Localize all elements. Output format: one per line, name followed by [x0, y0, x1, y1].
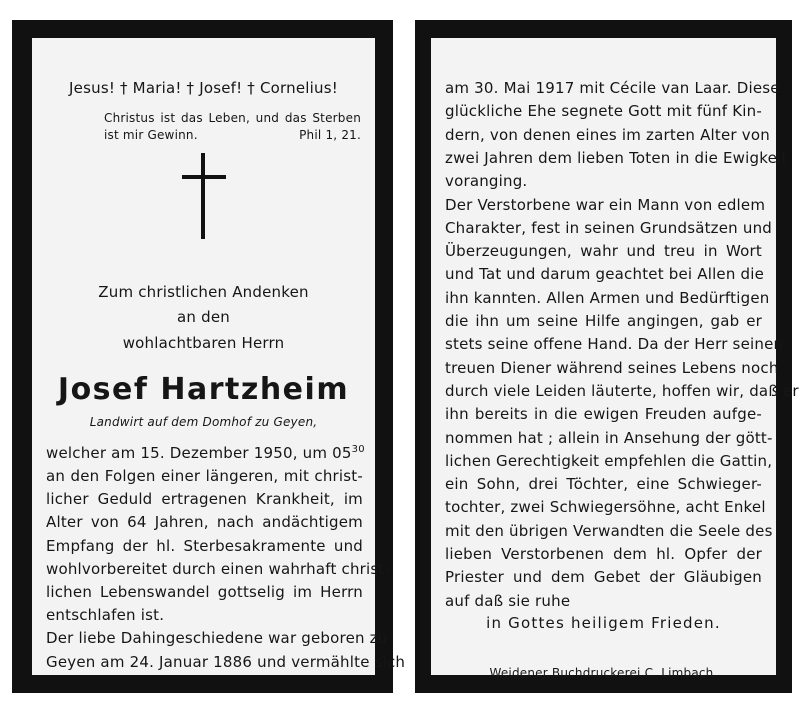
body-line: Der liebe Dahingeschiedene war geboren zu: [46, 629, 388, 648]
body-line: ihn bereits in die ewigen Freuden aufge-: [445, 405, 762, 424]
scripture-reference: Phil 1, 21.: [299, 128, 361, 142]
body-line: auf daß sie ruhe: [445, 591, 571, 610]
body-line: ein Sohn, drei Töchter, eine Schwieger-: [445, 475, 762, 494]
body-line-1-text: welcher am 15. Dezember 1950, um 05: [46, 444, 352, 462]
time-minutes-superscript: 30: [351, 444, 365, 455]
body-line: voranging.: [445, 172, 528, 191]
body-line: durch viele Leiden läuterte, hoffen wir, daß er: [445, 381, 799, 400]
body-line: und Tat und darum geachtet bei Allen die: [445, 265, 765, 284]
body-line: lichen Gerechtigkeit empfehlen die Gattin,: [445, 451, 773, 470]
cross-icon: [182, 153, 226, 239]
body-line: dern, von denen eines im zarten Alter von: [445, 125, 770, 144]
body-line: glückliche Ehe segnete Gott mit fünf Kin-: [445, 102, 762, 121]
memorial-line-1: Zum christlichen Andenken: [98, 283, 309, 301]
right-card-paper: [431, 38, 799, 680]
printer-credit: Weidener Buchdruckerei C. Limbach.: [489, 666, 718, 680]
body-line: ihn kannten. Allen Armen und Bedürftigen: [445, 288, 770, 307]
body-line: nommen hat ; allein in Ansehung der gött-: [445, 428, 773, 447]
body-line: Alter von 64 Jahren, nach andächtigem: [46, 513, 363, 532]
body-line: lieben Verstorbenen dem hl. Opfer der: [445, 545, 762, 563]
body-line: die ihn um seine Hilfe angingen, gab er: [445, 312, 762, 330]
body-line: Empfang der hl. Sterbesakramente und: [46, 536, 363, 555]
body-line: mit den übrigen Verwandten die Seele des: [445, 521, 773, 540]
closing-line: in Gottes heiligem Frieden.: [486, 614, 721, 632]
right-card: [415, 20, 799, 693]
memorial-line-3: wohlachtbaren Herrn: [122, 334, 285, 352]
deceased-name: Josef Hartzheim: [57, 372, 350, 407]
left-card: [12, 20, 406, 693]
body-line: tochter, zwei Schwiegersöhne, acht Enkel: [445, 498, 766, 517]
memorial-line-2: an den: [177, 308, 230, 326]
body-line: am 30. Mai 1917 mit Cécile van Laar. Diese: [445, 79, 780, 97]
body-line: Charakter, fest in seinen Grundsätzen und: [445, 218, 772, 237]
occupation: Landwirt auf dem Domhof zu Geyen,: [89, 415, 318, 429]
body-line-1: [46, 443, 363, 463]
body-line: zwei Jahren dem lieben Toten in die Ewigkeit: [445, 148, 788, 167]
body-line: Der Verstorbene war ein Mann von edlem: [445, 195, 766, 214]
body-line: stets seine offene Hand. Da der Herr seinen: [445, 335, 784, 354]
left-card-paper: [32, 38, 406, 675]
body-line: Geyen am 24. Januar 1886 und vermählte sich: [46, 652, 406, 671]
body-line: entschlafen ist.: [46, 606, 165, 625]
body-line: Priester und dem Gebet der Gläubigen: [445, 568, 762, 587]
body-line: treuen Diener während seines Lebens noch: [445, 358, 779, 377]
scripture-quote-line2: ist mir Gewinn.: [104, 128, 198, 142]
body-line: licher Geduld ertragenen Krankheit, im: [46, 490, 363, 509]
scripture-quote-line1: Christus ist das Leben, und das Sterben: [104, 111, 361, 125]
body-line: an den Folgen einer längeren, mit christ-: [46, 467, 363, 485]
body-line: Überzeugungen, wahr und treu in Wort: [445, 242, 762, 261]
body-line: lichen Lebenswandel gottselig im Herrn: [46, 583, 363, 601]
invocation: Jesus! † Maria! † Josef! † Cornelius!: [69, 79, 338, 97]
body-line: wohlvorbereitet durch einen wahrhaft christ-: [46, 559, 391, 578]
